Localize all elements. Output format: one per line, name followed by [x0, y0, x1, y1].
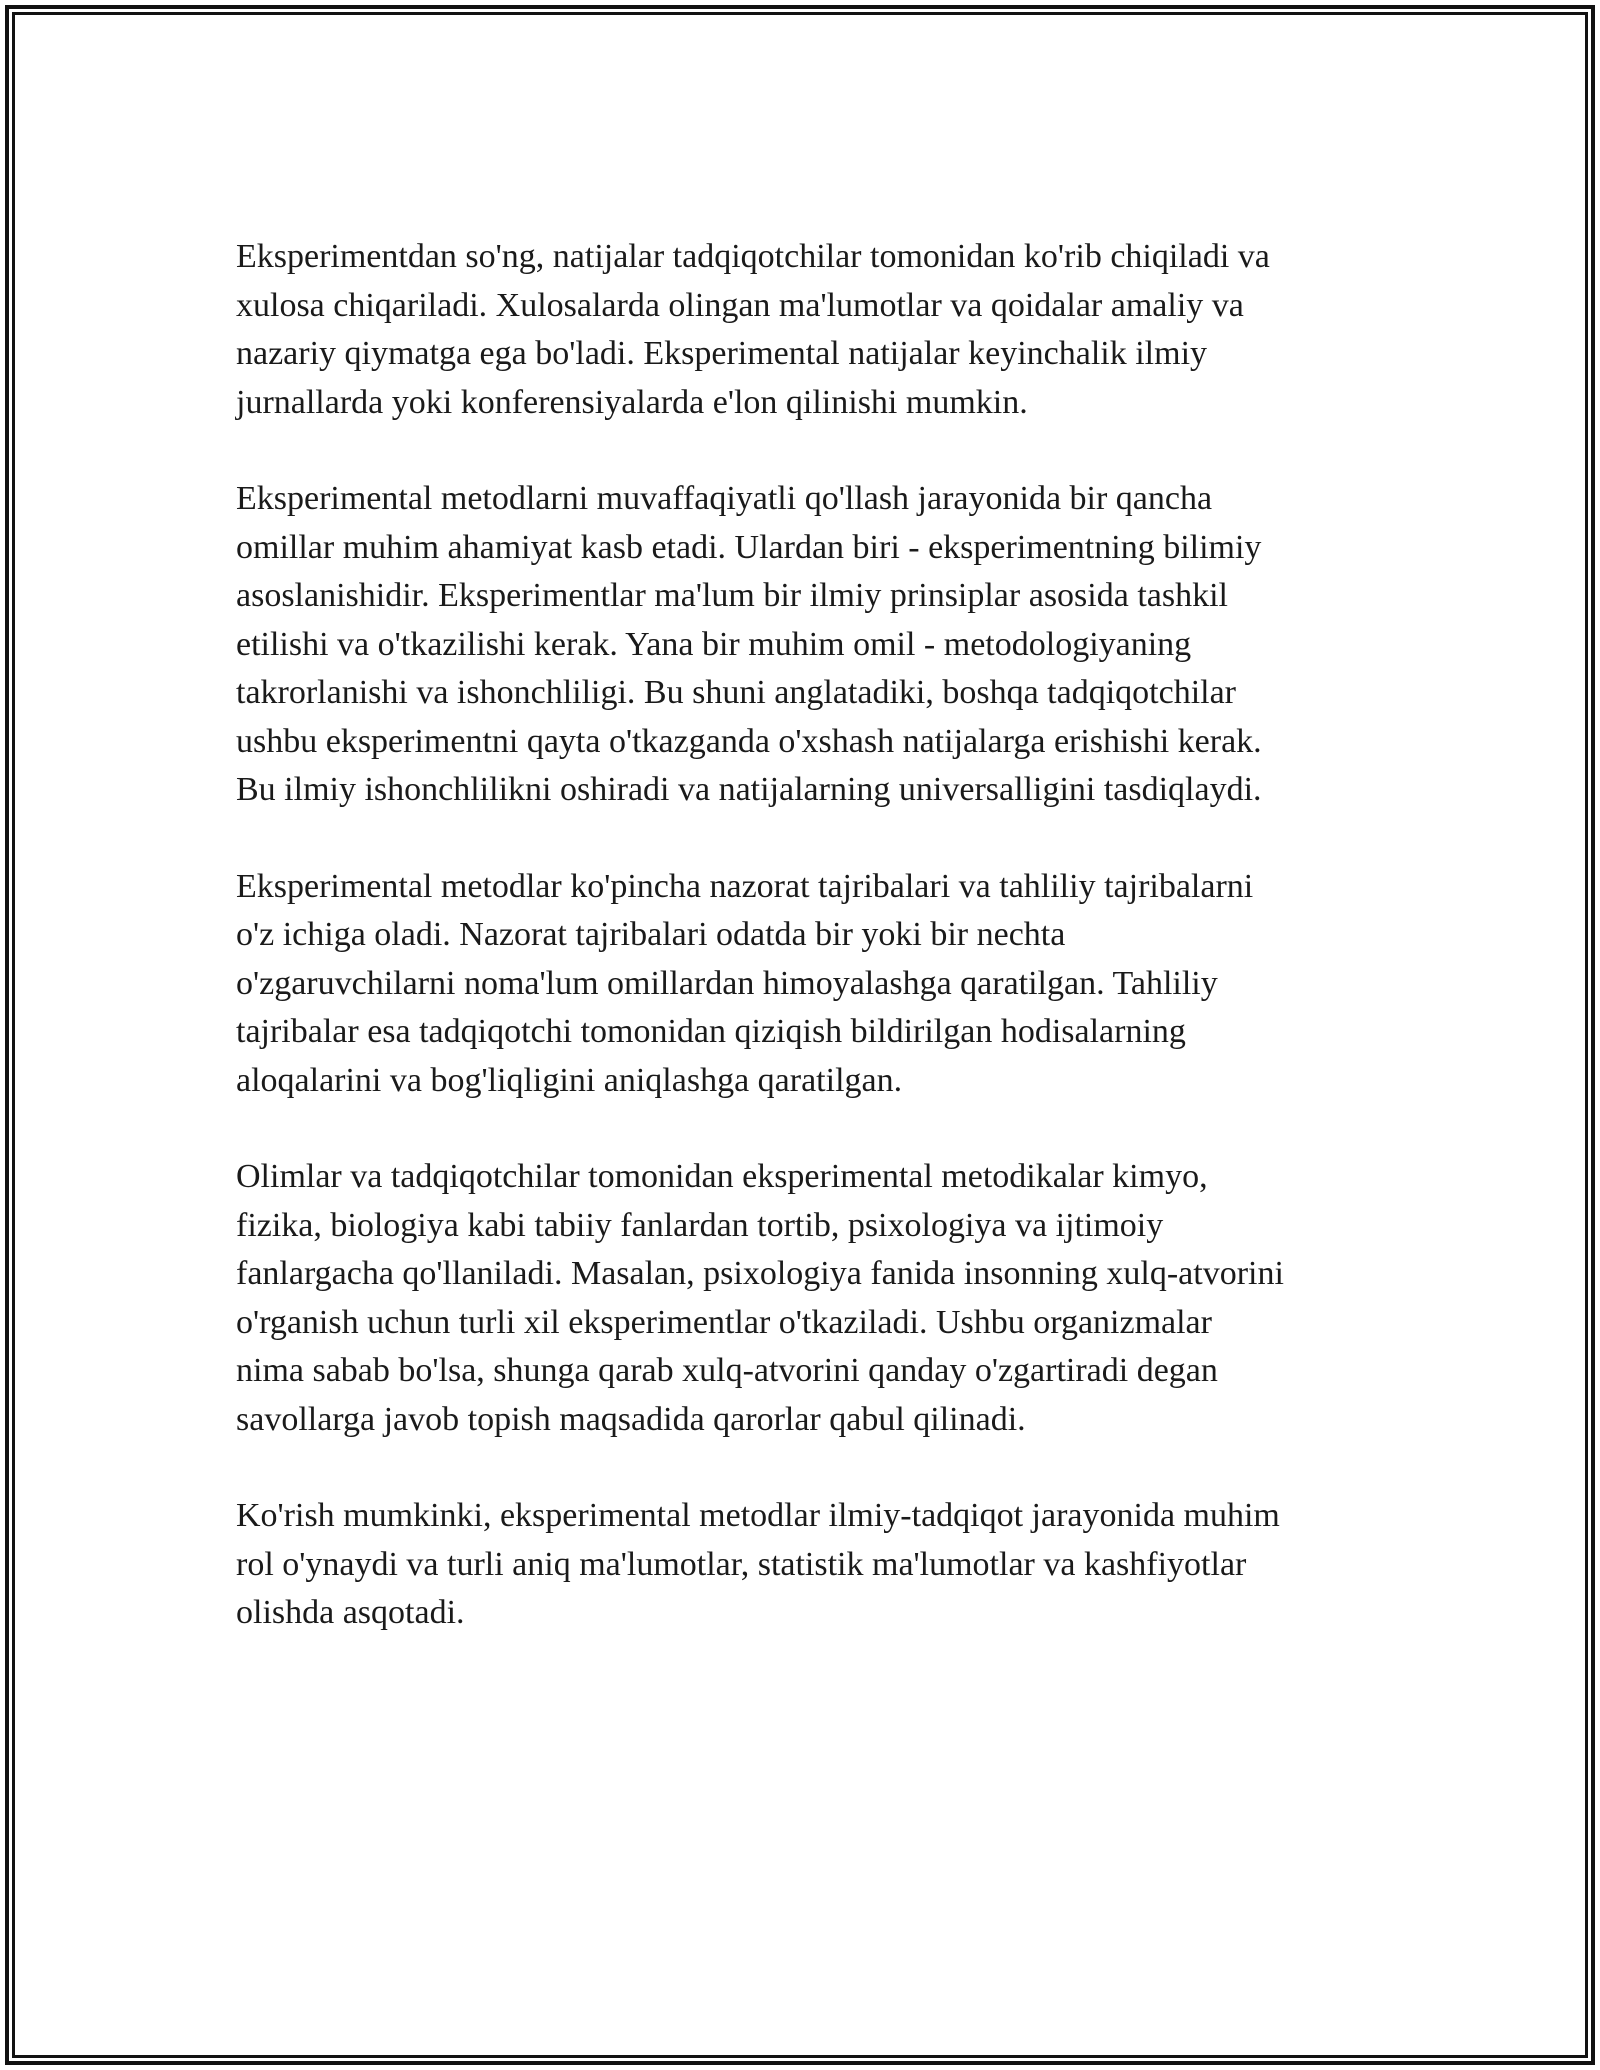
text-line: savollarga javob topish maqsadida qarorlar qabul qilinadi.	[236, 1400, 1026, 1438]
paragraph-2	[236, 475, 1376, 815]
text-line: nima sabab bo'lsa, shunga qarab xulq-atvorini qanday o'zgartiradi degan	[236, 1352, 1218, 1389]
paragraph-5	[236, 1492, 1376, 1638]
text-line: o'z ichiga oladi. Nazorat tajribalari odatda bir yoki bir nechta	[236, 916, 1066, 953]
paragraph-3	[236, 863, 1376, 1106]
text-line: ushbu eksperimentni qayta o'tkazganda o'xshash natijalarga erishishi kerak.	[236, 722, 1262, 760]
text-line: fanlargacha qo'llaniladi. Masalan, psixologiya fanida insonning xulq-atvorini	[236, 1255, 1284, 1292]
text-line: Eksperimental metodlarni muvaffaqiyatli qo'llash jarayonida bir qancha	[236, 480, 1213, 517]
text-line: olishda asqotadi.	[236, 1594, 465, 1631]
text-line: nazariy qiymatga ega bo'ladi. Eksperimental natijalar keyinchalik ilmiy	[236, 335, 1208, 372]
text-line: Eksperimentdan so'ng, natijalar tadqiqotchilar tomonidan ko'rib chiqiladi va	[236, 238, 1270, 275]
text-line: fizika, biologiya kabi tabiiy fanlardan tortib, psixologiya va ijtimoiy	[236, 1206, 1164, 1244]
text-line: asoslanishidir. Eksperimentlar ma'lum bir ilmiy prinsiplar asosida tashkil	[236, 577, 1228, 614]
text-line: rol o'ynaydi va turli aniq ma'lumotlar, statistik ma'lumotlar va kashfiyotlar	[236, 1545, 1247, 1583]
text-line: omillar muhim ahamiyat kasb etadi. Ulardan biri - eksperimentning bilimiy	[236, 528, 1262, 566]
paragraph-1	[236, 233, 1376, 427]
text-line: jurnallarda yoki konferensiyalarda e'lon qilinishi mumkin.	[236, 383, 1028, 421]
text-line: xulosa chiqariladi. Xulosalarda olingan ma'lumotlar va qoidalar amaliy va	[236, 286, 1244, 324]
text-line: Eksperimental metodlar ko'pincha nazorat tajribalari va tahliliy tajribalarni	[236, 867, 1254, 905]
text-line: takrorlanishi va ishonchliligi. Bu shuni anglatadiki, boshqa tadqiqotchilar	[236, 674, 1236, 711]
text-line: aloqalarini va bog'liqligini aniqlashga qaratilgan.	[236, 1061, 903, 1099]
text-line: etilishi va o'tkazilishi kerak. Yana bir muhim omil - metodologiyaning	[236, 625, 1192, 663]
document-body	[236, 233, 1376, 1686]
text-line: tajribalar esa tadqiqotchi tomonidan qiziqish bildirilgan hodisalarning	[236, 1013, 1186, 1050]
paragraph-4	[236, 1153, 1376, 1444]
text-line: Olimlar va tadqiqotchilar tomonidan eksperimental metodikalar kimyo,	[236, 1158, 1208, 1195]
text-line: Ko'rish mumkinki, eksperimental metodlar ilmiy-tadqiqot jarayonida muhim	[236, 1497, 1280, 1534]
text-line: Bu ilmiy ishonchlilikni oshiradi va natijalarning universalligini tasdiqlaydi.	[236, 771, 1262, 808]
text-line: o'rganish uchun turli xil eksperimentlar o'tkaziladi. Ushbu organizmalar	[236, 1303, 1212, 1341]
text-line: o'zgaruvchilarni noma'lum omillardan himoyalashga qaratilgan. Tahliliy	[236, 964, 1218, 1002]
